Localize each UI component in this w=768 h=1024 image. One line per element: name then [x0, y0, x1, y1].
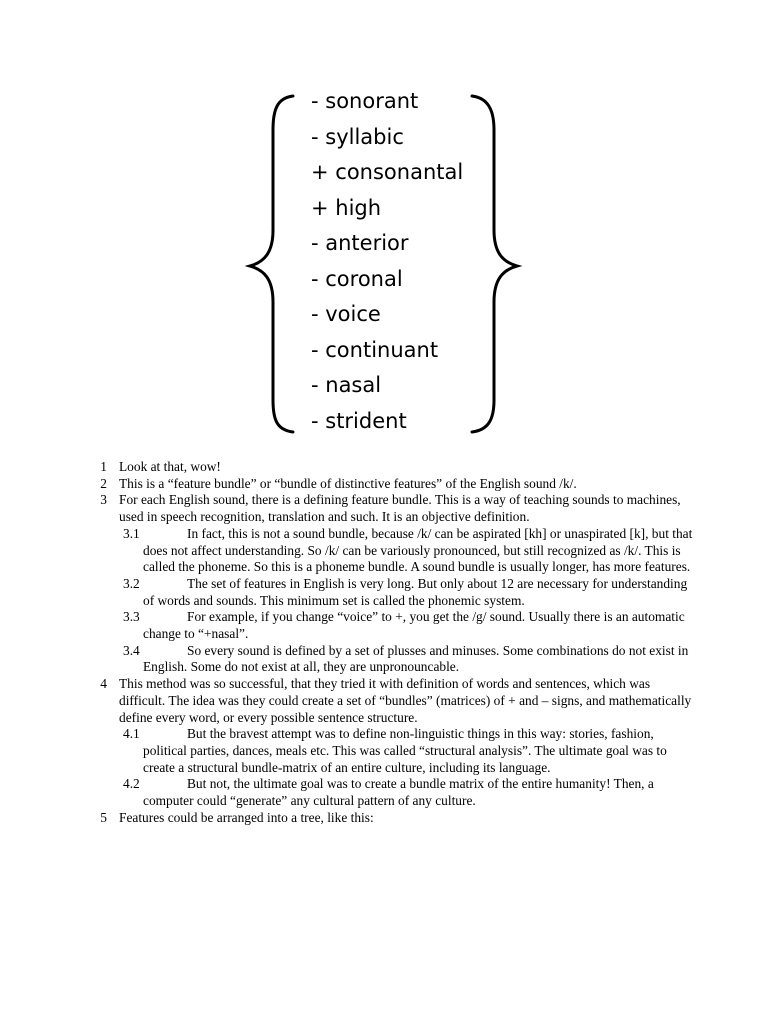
note-subitem: [97, 776, 697, 809]
feature-coronal: - coronal: [311, 266, 403, 291]
note-number: 4: [100, 676, 107, 692]
note-text: But not, the ultimate goal was to create a bundle matrix of the entire humanity! Then, a computer could “generate” any cultural pattern of any culture.: [143, 776, 654, 809]
note-subitem: [97, 576, 697, 609]
left-curly-brace: [250, 96, 293, 432]
note-number: 3.2: [123, 575, 140, 591]
note-subitem: [97, 526, 697, 576]
feature-nasal: - nasal: [311, 373, 382, 397]
numbered-notes: [97, 459, 697, 826]
feature-continuant: - continuant: [311, 337, 439, 362]
feature-strident: - strident: [311, 408, 407, 433]
note-text: Features could be arranged into a tree, like this:: [119, 809, 374, 825]
note-item: [97, 459, 697, 476]
feature-consonantal: + consonantal: [311, 160, 464, 184]
note-text: For each English sound, there is a defining feature bundle. This is a way of teaching sounds to machines, used in speech recognition, translation and such. It is an objective definition.: [119, 492, 681, 525]
note-number: 3: [100, 492, 107, 508]
note-subitem: [97, 643, 697, 676]
note-number: 5: [100, 809, 107, 825]
note-number: 1: [100, 459, 107, 474]
note-subitem: [97, 726, 697, 776]
note-item: [97, 676, 697, 726]
note-text: So every sound is defined by a set of plusses and minuses. Some combinations do not exist in English. Some do not exist at all, they are unpronouncable.: [143, 642, 689, 675]
note-text: This method was so successful, that they tried it with definition of words and sentences, which was difficult. The idea was they could create a set of “bundles” (matrices) of + and – signs, and mathematically define every word, or every possible sentence structure.: [119, 676, 692, 725]
feature-voice: - voice: [311, 302, 381, 326]
feature-sonorant: - sonorant: [311, 89, 419, 113]
note-text: This is a “feature bundle” or “bundle of distinctive features” of the English sound /k/.: [119, 475, 577, 491]
feature-anterior: - anterior: [311, 231, 409, 255]
note-item: [97, 492, 697, 525]
note-text: But the bravest attempt was to define non-linguistic things in this way: stories, fashion, political parties, dances, meals etc. This was called “structural analysis”. The ultimate goal was to create a structural bundle-matrix of an entire culture, including its language.: [143, 726, 667, 775]
note-item: [97, 810, 697, 827]
note-subitem: [97, 609, 697, 642]
note-number: 4.2: [123, 776, 140, 792]
note-number: 4.1: [123, 726, 140, 742]
note-number: 3.3: [123, 609, 140, 625]
right-curly-brace: [472, 96, 517, 432]
note-item: [97, 476, 697, 493]
note-text: In fact, this is not a sound bundle, because /k/ can be aspirated [kh] or unaspirated [k], but that does not affect understanding. So /k/ can be variously pronounced, but still recognized as /k/. This is called the phoneme. So this is a phoneme bundle. A sound bundle is usually longer, has more features.: [143, 525, 693, 575]
note-text: Look at that, wow!: [119, 459, 221, 474]
feature-syllabic: - syllabic: [311, 124, 404, 149]
note-number: 3.1: [123, 525, 140, 541]
distinctive-features-list: [311, 84, 463, 439]
note-text: The set of features in English is very long. But only about 12 are necessary for understanding of words and sounds. This minimum set is called the phonemic system.: [143, 575, 688, 608]
note-text: For example, if you change “voice” to +, you get the /g/ sound. Usually there is an automatic change to “+nasal”.: [143, 609, 685, 642]
note-number: 3.4: [123, 642, 140, 658]
feature-high: + high: [311, 195, 382, 220]
note-number: 2: [100, 475, 107, 491]
